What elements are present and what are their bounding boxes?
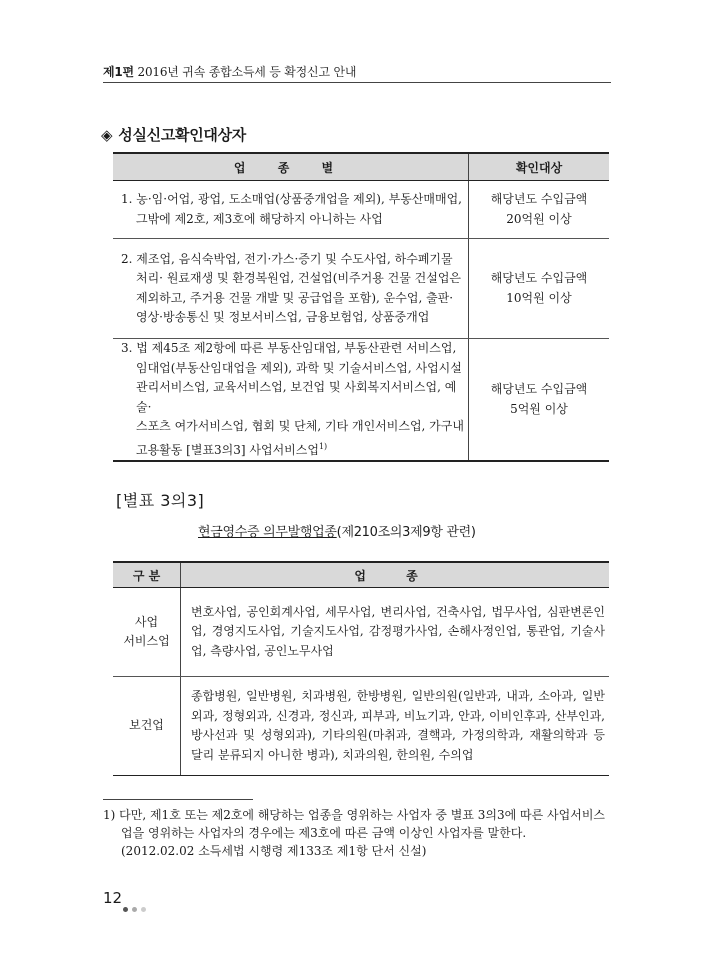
industry-list-cell: 변호사업, 공인회계사업, 세무사업, 변리사업, 건축사업, 법무사업, 심판변론인업, 경영지도사업, 기술지도사업, 감정평가사업, 손해사정인업, 통관업, 기술사업, 측량사업, 공인노무사업 [181, 588, 610, 677]
table2-title-ref: (제210조의3제9항 관련) [336, 525, 476, 540]
category-cell: 보건업 [113, 677, 181, 776]
footnote-ref[interactable]: 1) [318, 441, 328, 451]
footnote-body [103, 806, 611, 860]
industry-list-cell: 종합병원, 일반병원, 치과병원, 한방병원, 일반의원(일반과, 내과, 소아과, 일반외과, 정형외과, 신경과, 정신과, 피부과, 비뇨기과, 안과, 이비인후과, 산부인과, 방사선과 및 성형외과), 기타의원(마취과, 결핵과, 가정의학과, 재활의학과 등 달리 분류되지 아니한 병과), 치과의원, 한의원, 수의업 [181, 677, 610, 776]
table-header-row [113, 562, 609, 588]
industry-text: 3. 법 제45조 제2항에 따른 부동산임대업, 부동산관련 서비스업, 임대업(부동산임대업을 제외), 과학 및 기술서비스업, 사업시설 관리서비스업, 교육서비스업, 보건업 및 사회복지서비스업, 예술· 스포츠 여가서비스업, 협회 및 단체, 기타 개인서비스업, 가구내 고용활동 [별표3의3] 사업서비스업$^{1)}$ [121, 341, 464, 457]
industry-cell [113, 239, 469, 339]
target-cell: 해당년도 수입금액 20억원 이상 [469, 181, 610, 239]
table2-title-main: 현금영수증 의무발행업종 [198, 525, 337, 540]
target-cell: 해당년도 수입금액 5억원 이상 [469, 339, 610, 462]
header-target: 확인대상 [469, 153, 610, 181]
header-industry: 업 종 [181, 562, 610, 588]
appendix-label: [별표 3의3] [116, 491, 205, 510]
table-header-row [113, 153, 609, 181]
industry-cell [113, 181, 469, 239]
category-cell: 사업 서비스업 [113, 588, 181, 677]
table-row [113, 588, 609, 677]
industry-text: 1. 농·임·어업, 광업, 도소매업(상품중개업을 제외), 부동산매매업, 그밖에 제2호, 제3호에 해당하지 아니하는 사업 [121, 192, 462, 226]
table-row [113, 181, 609, 239]
page-dots [123, 897, 150, 916]
target-cell: 해당년도 수입금액 10억원 이상 [469, 239, 610, 339]
dot-icon [132, 907, 137, 912]
header-rule [103, 82, 611, 83]
footnote-text: 다만, 제1호 또는 제2호에 해당하는 업종을 영위하는 사업자 중 별표 3의3에 따른 사업서비스업을 영위하는 사업자의 경우에는 제3호에 따른 금액 이상인 사업자를 말한다. [119, 808, 606, 840]
header-category: 구 분 [113, 562, 181, 588]
part-label: 제1편 [103, 65, 134, 79]
header-text: 2016년 귀속 종합소득세 등 확정신고 안내 [133, 65, 357, 79]
dot-icon [141, 907, 146, 912]
table-row [113, 339, 609, 462]
section-title [101, 124, 246, 145]
diamond-icon: ◈ [101, 126, 113, 144]
footnote [103, 806, 611, 860]
table-row [113, 677, 609, 776]
audit-target-table [113, 152, 609, 462]
cash-receipt-industry-table [113, 561, 609, 776]
industry-text: 2. 제조업, 음식숙박업, 전기·가스·증기 및 수도사업, 하수폐기물 처리· 원료재생 및 환경복원업, 건설업(비주거용 건물 건설업은 제외하고, 주거용 건물 개발 및 공급업을 포함), 운수업, 출판· 영상·방송통신 및 정보서비스업, 금융보험업, 상품중개업 [121, 251, 461, 324]
footnote-source: (2012.02.02 소득세법 시행령 제133조 제1항 단서 신설) [121, 844, 427, 858]
industry-cell [113, 339, 469, 462]
table-row [113, 239, 609, 339]
dot-icon [123, 907, 128, 912]
page-number: 12 [103, 889, 123, 907]
section-title-text: 성실신고확인대상자 [118, 126, 246, 144]
footnote-mark: 1) [103, 808, 116, 822]
running-header [103, 63, 356, 80]
footnote-rule [103, 799, 253, 800]
header-industry: 업 종 별 [113, 153, 469, 181]
table2-title [198, 521, 476, 540]
